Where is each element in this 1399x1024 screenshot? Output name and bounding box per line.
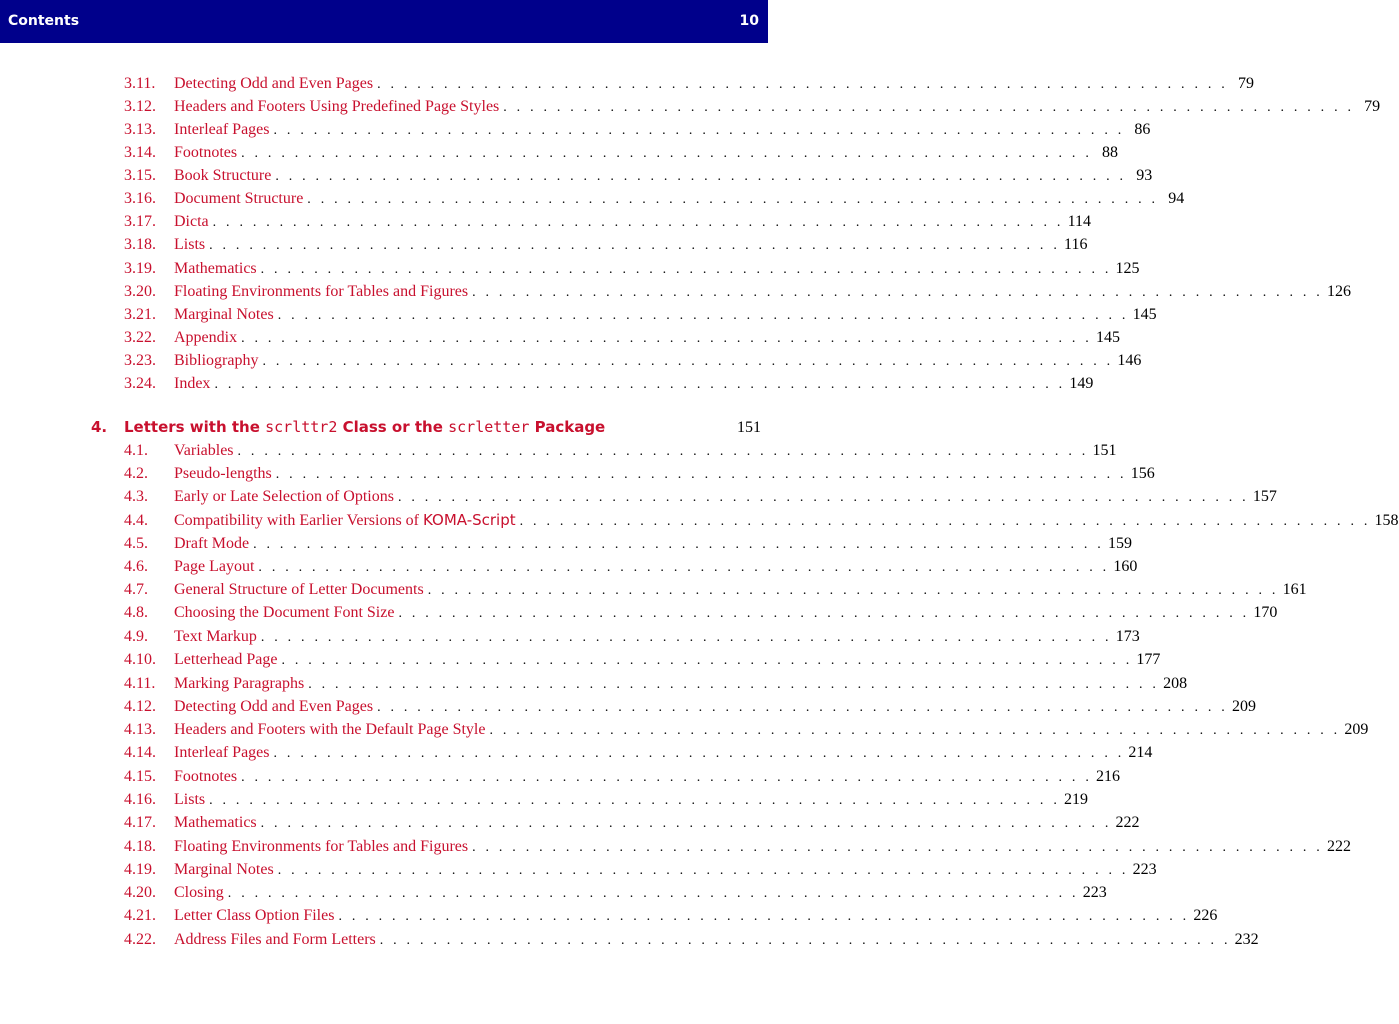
toc-entry-number: 4.12.: [124, 698, 156, 715]
toc-entry-page[interactable]: 208: [1163, 675, 1188, 692]
toc-entry-title[interactable]: Floating Environments for Tables and Figures: [174, 283, 469, 300]
dot-leader: . . . . . . . . . . . . . . . . . . . . . . . . . . . . . . . . . . . . . . . . . . . . . . . . . . . . . . . . . . . . . . . .: [273, 123, 1125, 138]
running-header: [0, 0, 768, 43]
toc-entry-title[interactable]: Marking Paragraphs: [174, 675, 305, 692]
toc-entry[interactable]: [124, 350, 1142, 372]
dot-leader: . . . . . . . . . . . . . . . . . . . . . . . . . . . . . . . . . . . . . . . . . . . . . . . . . . . . . . . . . . . . . . . .: [241, 146, 1093, 161]
toc-entry-page[interactable]: 149: [1069, 375, 1094, 392]
dot-leader: . . . . . . . . . . . . . . . . . . . . . . . . . . . . . . . . . . . . . . . . . . . . . . . . . . . . . . . . . . . . . . . .: [397, 490, 1249, 505]
toc-entry-page[interactable]: 161: [1282, 581, 1307, 598]
toc-entry[interactable]: [124, 626, 1140, 648]
toc-entry-title[interactable]: Mathematics: [174, 814, 257, 831]
toc-entry-number: 4.4.: [124, 512, 148, 529]
dot-leader: . . . . . . . . . . . . . . . . . . . . . . . . . . . . . . . . . . . . . . . . . . . . . . . . . . . . . . . . . . . . . . . .: [377, 700, 1228, 715]
toc-entry-number: 3.16.: [124, 190, 156, 207]
toc-entry-page[interactable]: 223: [1082, 884, 1107, 901]
toc-entry-number: 4.15.: [124, 768, 156, 785]
toc-entry-page[interactable]: 156: [1130, 465, 1155, 482]
toc-entry-number: 4.17.: [124, 814, 156, 831]
toc-entry[interactable]: [124, 258, 1140, 280]
toc-entry-title[interactable]: Early or Late Selection of Options: [174, 488, 394, 505]
toc-entry-title[interactable]: Detecting Odd and Even Pages: [174, 75, 374, 92]
toc-entry-title[interactable]: Pseudo-lengths: [174, 465, 272, 482]
dot-leader: . . . . . . . . . . . . . . . . . . . . . . . . . . . . . . . . . . . . . . . . . . . . . . . . . . . . . . . . . . . . . . . .: [338, 909, 1190, 924]
toc-entry-page[interactable]: 232: [1234, 931, 1259, 948]
toc-entry-number: 4.20.: [124, 884, 156, 901]
toc-entry-page[interactable]: 151: [1092, 442, 1117, 459]
toc-entry-title[interactable]: Letter Class Option Files: [174, 907, 335, 924]
dot-leader: . . . . . . . . . . . . . . . . . . . . . . . . . . . . . . . . . . . . . . . . . . . . . . . . . . . . . . . . . . . . . . . .: [214, 377, 1066, 392]
toc-entry-title[interactable]: Page Layout: [174, 558, 255, 575]
toc-entry[interactable]: [124, 96, 1381, 118]
toc-entry[interactable]: [124, 602, 1278, 624]
dot-leader: . . . . . . . . . . . . . . . . . . . . . . . . . . . . . . . . . . . . . . . . . . . . . . . . . . . . . . . . . . . . . . . .: [427, 583, 1279, 598]
toc-entry-number: 4.19.: [124, 861, 156, 878]
dot-leader: . . . . . . . . . . . . . . . . . . . . . . . . . . . . . . . . . . . . . . . . . . . . . . . . . . . . . . . . . . . . . . . .: [241, 770, 1093, 785]
toc-entry[interactable]: [124, 859, 1157, 881]
toc-entry-title[interactable]: Document Structure: [174, 190, 304, 207]
toc-entry-page[interactable]: 88: [1102, 144, 1119, 161]
toc-entry-page[interactable]: 86: [1134, 121, 1151, 138]
toc-entry-page[interactable]: 222: [1115, 814, 1140, 831]
dot-leader: . . . . . . . . . . . . . . . . . . . . . . . . . . . . . . . . . . . . . . . . . . . . . . . . . . . . . . . . . . . . . . . .: [273, 746, 1125, 761]
toc-chapter-4[interactable]: [91, 415, 761, 439]
dot-leader: . . . . . . . . . . . . . . . . . . . . . . . . . . . . . . . . . . . . . . . . . . . . . . . . . . . . . . . . . . . . . . . .: [212, 215, 1064, 230]
toc-entry-page[interactable]: 116: [1064, 236, 1088, 253]
dot-leader: . . . . . . . . . . . . . . . . . . . . . . . . . . . . . . . . . . . . . . . . . . . . . . . . . . . . . . . . . . . . . . . .: [519, 514, 1371, 529]
toc-entry-number: 4.10.: [124, 651, 156, 668]
toc-entry-number: 3.13.: [124, 121, 156, 138]
toc-entry-page[interactable]: 222: [1327, 838, 1352, 855]
toc-entry-page[interactable]: 219: [1064, 791, 1089, 808]
toc-entry-title[interactable]: Footnotes: [174, 768, 238, 785]
toc-entry-page[interactable]: 159: [1108, 535, 1132, 552]
toc-entry-title[interactable]: Compatibility with Earlier Versions of KOMA-Script: [174, 511, 516, 529]
dot-leader: . . . . . . . . . . . . . . . . . . . . . . . . . . . . . . . . . . . . . . . . . . . . . . . . . . . . . . . . . . . . . . . .: [262, 354, 1114, 369]
toc-entry[interactable]: [124, 649, 1161, 671]
toc-entry[interactable]: [124, 742, 1153, 764]
toc-entry-number: 4.21.: [124, 907, 156, 924]
header-title[interactable]: Contents: [8, 13, 80, 29]
toc-entry-number: 4.22.: [124, 931, 156, 948]
toc-entry-title[interactable]: Text Markup: [174, 628, 257, 645]
dot-leader: . . . . . . . . . . . . . . . . . . . . . . . . . . . . . . . . . . . . . . . . . . . . . . . . . . . . . . . . . . . . . . . .: [241, 331, 1093, 346]
toc-entry-page[interactable]: 216: [1096, 768, 1121, 785]
toc-entry[interactable]: [124, 188, 1185, 210]
toc-entry[interactable]: [124, 579, 1307, 601]
toc-entry-number: 4.11.: [124, 675, 156, 692]
dot-leader: . . . . . . . . . . . . . . . . . . . . . . . . . . . . . . . . . . . . . . . . . . . . . . . . . . . . . . . . . . . . . . . .: [275, 169, 1127, 184]
dot-leader: . . . . . . . . . . . . . . . . . . . . . . . . . . . . . . . . . . . . . . . . . . . . . . . . . . . . . . . . . . . . . . . .: [281, 653, 1133, 668]
toc-entry-title[interactable]: Interleaf Pages: [174, 744, 270, 761]
toc-entry[interactable]: [124, 719, 1369, 741]
toc-entry-number: 4.9.: [124, 628, 148, 645]
toc-entry-title[interactable]: Closing: [174, 884, 224, 901]
toc-entry-title[interactable]: Marginal Notes: [174, 306, 274, 323]
header-page-number: 10: [739, 13, 759, 29]
toc-entry-title[interactable]: Choosing the Document Font Size: [174, 604, 395, 621]
dot-leader: . . . . . . . . . . . . . . . . . . . . . . . . . . . . . . . . . . . . . . . . . . . . . . . . . . . . . . . . . . . . . . . .: [209, 238, 1061, 253]
dot-leader: . . . . . . . . . . . . . . . . . . . . . . . . . . . . . . . . . . . . . . . . . . . . . . . . . . . . . . . . . . . . . . . .: [237, 444, 1089, 459]
toc-entry-number: 3.17.: [124, 213, 156, 230]
dot-leader: . . . . . . . . . . . . . . . . . . . . . . . . . . . . . . . . . . . . . . . . . . . . . . . . . . . . . . . . . . . . . . . .: [209, 793, 1061, 808]
toc-entry-title[interactable]: Index: [174, 375, 211, 392]
toc-entry-number: 3.22.: [124, 329, 156, 346]
toc-entry-title[interactable]: Marginal Notes: [174, 861, 274, 878]
toc-entry-number: 3.19.: [124, 260, 156, 277]
toc-entry[interactable]: [124, 556, 1138, 578]
toc-entry-number: 3.20.: [124, 283, 156, 300]
toc-entry-title[interactable]: Appendix: [174, 329, 238, 346]
toc-entry-number: 3.15.: [124, 167, 156, 184]
toc-entry-page[interactable]: 79: [1237, 75, 1254, 92]
toc-entry[interactable]: [124, 73, 1254, 95]
dot-leader: . . . . . . . . . . . . . . . . . . . . . . . . . . . . . . . . . . . . . . . . . . . . . . . . . . . . . . . . . . . . . . . .: [379, 933, 1231, 948]
toc-entry[interactable]: [124, 766, 1121, 788]
dot-leader: . . . . . . . . . . . . . . . . . . . . . . . . . . . . . . . . . . . . . . . . . . . . . . . . . . . . . . . . . . . . . . . .: [258, 560, 1110, 575]
toc-entry-page[interactable]: 146: [1117, 352, 1142, 369]
toc-entry-number: 4.13.: [124, 721, 156, 738]
dot-leader: . . . . . . . . . . . . . . . . . . . . . . . . . . . . . . . . . . . . . . . . . . . . . . . . . . . . . . . . . . . . . . . .: [260, 816, 1112, 831]
toc-entry[interactable]: [124, 165, 1153, 187]
toc-entry-page[interactable]: 173: [1115, 628, 1140, 645]
dot-leader: . . . . . . . . . . . . . . . . . . . . . . . . . . . . . . . . . . . . . . . . . . . . . . . . . . . . . . . . . . . . . . . .: [472, 285, 1324, 300]
toc-entry-number: 3.12.: [124, 98, 156, 115]
toc-entry-page[interactable]: 177: [1136, 651, 1161, 668]
toc-entry[interactable]: [124, 373, 1094, 395]
toc-entry-title[interactable]: Headers and Footers with the Default Page Style: [174, 721, 486, 738]
toc-entry[interactable]: [124, 789, 1089, 811]
dot-leader: . . . . . . . . . . . . . . . . . . . . . . . . . . . . . . . . . . . . . . . . . . . . . . . . . . . . . . . . . . . . . . . .: [489, 723, 1341, 738]
toc-entry-number: 3.18.: [124, 236, 156, 253]
toc-entry[interactable]: [124, 836, 1352, 858]
toc-entry[interactable]: [124, 486, 1277, 508]
toc-entry[interactable]: [124, 812, 1140, 834]
toc-entry-page[interactable]: 170: [1253, 604, 1278, 621]
toc-entry-page[interactable]: 160: [1113, 558, 1138, 575]
toc-entry-title[interactable]: Bibliography: [174, 352, 259, 369]
dot-leader: . . . . . . . . . . . . . . . . . . . . . . . . . . . . . . . . . . . . . . . . . . . . . . . . . . . . . . . . . . . . . . . .: [503, 100, 1355, 115]
toc-entry-title[interactable]: Lists: [174, 236, 206, 253]
toc-entry[interactable]: [124, 440, 1117, 462]
toc-entry-number: 4.3.: [124, 488, 148, 505]
toc-entry-page[interactable]: 79: [1364, 98, 1381, 115]
toc-entry[interactable]: [124, 533, 1132, 555]
toc-entry[interactable]: [124, 905, 1218, 927]
toc-entry-page[interactable]: 209: [1344, 721, 1369, 738]
toc-entry-page[interactable]: 226: [1193, 907, 1218, 924]
toc-entry-page[interactable]: 114: [1067, 213, 1091, 230]
toc-entry-title[interactable]: Detecting Odd and Even Pages: [174, 698, 374, 715]
toc-entry-number: 4.2.: [124, 465, 148, 482]
toc-entry[interactable]: [124, 929, 1259, 951]
toc-entry-title[interactable]: Variables: [174, 442, 234, 459]
dot-leader: . . . . . . . . . . . . . . . . . . . . . . . . . . . . . . . . . . . . . . . . . . . . . . . . . . . . . . . . . . . . . . . .: [277, 863, 1129, 878]
toc-entry-number: 4.5.: [124, 535, 148, 552]
toc-entry-number: 3.11.: [124, 75, 156, 92]
toc-entry-number: 3.14.: [124, 144, 156, 161]
chapter-page[interactable]: 151: [737, 419, 761, 436]
dot-leader: . . . . . . . . . . . . . . . . . . . . . . . . . . . . . . . . . . . . . . . . . . . . . . . . . . . . . . . . . . . . . . . .: [275, 467, 1127, 482]
toc-entry-title[interactable]: Book Structure: [174, 167, 272, 184]
toc-entry-page[interactable]: 125: [1115, 260, 1140, 277]
dot-leader: . . . . . . . . . . . . . . . . . . . . . . . . . . . . . . . . . . . . . . . . . . . . . . . . . . . . . . . . . . . . . . . .: [308, 677, 1160, 692]
toc-entry-number: 4.8.: [124, 604, 148, 621]
toc-entry-page[interactable]: 145: [1096, 329, 1121, 346]
toc-entry-title[interactable]: Address Files and Form Letters: [174, 931, 376, 948]
toc-entry-number: 3.24.: [124, 375, 156, 392]
toc-entry-page[interactable]: 157: [1252, 488, 1277, 505]
toc-entry[interactable]: [124, 211, 1091, 233]
toc-entry-title[interactable]: Floating Environments for Tables and Figures: [174, 838, 469, 855]
dot-leader: . . . . . . . . . . . . . . . . . . . . . . . . . . . . . . . . . . . . . . . . . . . . . . . . . . . . . . . . . . . . . . . .: [260, 630, 1112, 645]
toc-entry-number: 3.23.: [124, 352, 156, 369]
dot-leader: . . . . . . . . . . . . . . . . . . . . . . . . . . . . . . . . . . . . . . . . . . . . . . . . . . . . . . . . . . . . . . . .: [307, 192, 1159, 207]
toc-entry[interactable]: [124, 327, 1121, 349]
toc-entry-number: 4.16.: [124, 791, 156, 808]
toc-entry-title[interactable]: General Structure of Letter Documents: [174, 581, 424, 598]
chapter-title[interactable]: Letters with the scrlttr2 Class or the scrletter Package: [124, 418, 606, 436]
toc-entry-title[interactable]: Lists: [174, 791, 206, 808]
toc-entry[interactable]: [124, 234, 1088, 256]
toc-entry-page[interactable]: 145: [1132, 306, 1157, 323]
toc-entry-title[interactable]: Footnotes: [174, 144, 238, 161]
toc-entry-title[interactable]: Dicta: [174, 213, 209, 230]
chapter-number: 4.: [91, 418, 108, 436]
toc-entry-number: 4.6.: [124, 558, 148, 575]
toc-entry-title[interactable]: Draft Mode: [174, 535, 250, 552]
toc-entry-number: 4.14.: [124, 744, 156, 761]
toc-entry-number: 4.1.: [124, 442, 148, 459]
toc-entry-title[interactable]: Headers and Footers Using Predefined Page Styles: [174, 98, 500, 115]
toc-entry[interactable]: [124, 509, 1399, 531]
toc-entry-page[interactable]: 158: [1374, 512, 1399, 529]
toc-entry[interactable]: [124, 281, 1352, 303]
toc-entry[interactable]: [124, 304, 1157, 326]
toc-entry-page[interactable]: 223: [1132, 861, 1157, 878]
toc-entry-number: 4.18.: [124, 838, 156, 855]
toc-entry[interactable]: [124, 696, 1256, 718]
dot-leader: . . . . . . . . . . . . . . . . . . . . . . . . . . . . . . . . . . . . . . . . . . . . . . . . . . . . . . . . . . . . . . . .: [377, 77, 1228, 92]
toc-entry[interactable]: [124, 119, 1151, 141]
toc-entry-title[interactable]: Mathematics: [174, 260, 257, 277]
dot-leader: . . . . . . . . . . . . . . . . . . . . . . . . . . . . . . . . . . . . . . . . . . . . . . . . . . . . . . . . . . . . . . . .: [260, 262, 1112, 277]
toc-entry[interactable]: [124, 673, 1188, 695]
toc-entry-page[interactable]: 126: [1327, 283, 1352, 300]
toc-entry-page[interactable]: 94: [1168, 190, 1185, 207]
toc-entry-number: 3.21.: [124, 306, 156, 323]
toc-entry[interactable]: [124, 882, 1107, 904]
toc-entry-title[interactable]: Interleaf Pages: [174, 121, 270, 138]
dot-leader: . . . . . . . . . . . . . . . . . . . . . . . . . . . . . . . . . . . . . . . . . . . . . . . . . . . . . . . . . . . . . . . .: [277, 308, 1129, 323]
dot-leader: . . . . . . . . . . . . . . . . . . . . . . . . . . . . . . . . . . . . . . . . . . . . . . . . . . . . . . . . . . . . . . . .: [472, 840, 1324, 855]
toc-entry-page[interactable]: 209: [1231, 698, 1256, 715]
toc-entry-page[interactable]: 93: [1136, 167, 1153, 184]
dot-leader: . . . . . . . . . . . . . . . . . . . . . . . . . . . . . . . . . . . . . . . . . . . . . . . . . . . . . . . . . . . . . . . .: [398, 606, 1250, 621]
toc-entry[interactable]: [124, 463, 1155, 485]
toc-entry-title[interactable]: Letterhead Page: [174, 651, 278, 668]
toc-entry-number: 4.7.: [124, 581, 148, 598]
dot-leader: . . . . . . . . . . . . . . . . . . . . . . . . . . . . . . . . . . . . . . . . . . . . . . . . . . . . . . . . . . . . . . . .: [227, 886, 1079, 901]
toc-entry[interactable]: [124, 142, 1119, 164]
toc-entry-page[interactable]: 214: [1128, 744, 1153, 761]
dot-leader: . . . . . . . . . . . . . . . . . . . . . . . . . . . . . . . . . . . . . . . . . . . . . . . . . . . . . . . . . . . . . . . .: [253, 537, 1104, 552]
